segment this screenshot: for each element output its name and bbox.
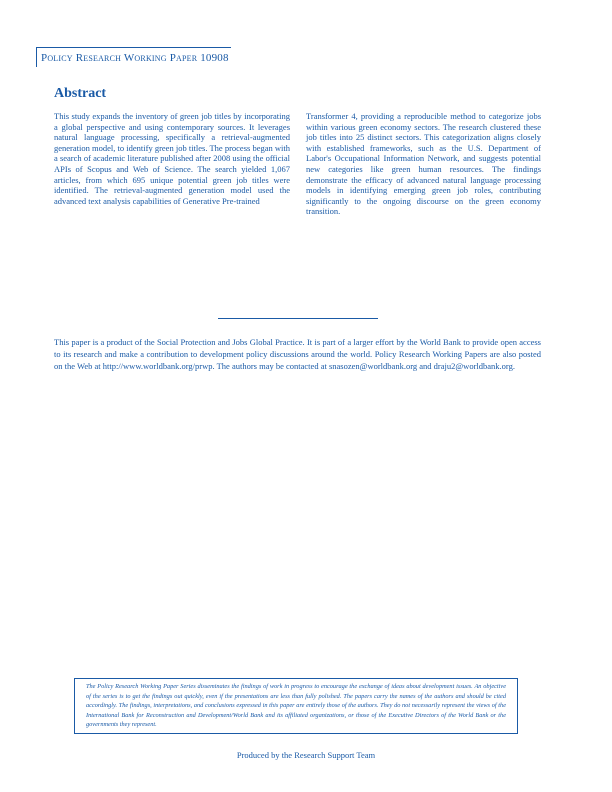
abstract-left-column: This study expands the inventory of green job titles by incorporating a global perspective and using contemporary sources. It leverages natural language processing, specifically a retrieval-augmented generation model, to identify green job titles. The process began with a search of academic literature published after 2008 using the official APIs of Scopus and Web of Science. The search yielded 1,067 articles, from which 695 unique potential green job titles were identified. The retrieval-augmented generation model used the advanced text analysis capabilities of Generative Pre-trained (54, 111, 290, 206)
footer-credit: Produced by the Research Support Team (236, 750, 376, 760)
series-label: Policy Research Working Paper 10908 (41, 52, 229, 64)
disclaimer-box (74, 678, 518, 734)
abstract-right-column: Transformer 4, providing a reproducible method to categorize jobs within various green economy sectors. The research clustered these job titles into 25 distinct sectors. This categorization aligns closely with established frameworks, such as the U.S. Department of Labor's Occupational Information Network, and suggests potential new categories like green human resources. The findings demonstrate the efficacy of advanced natural language processing models in identifying emerging green job roles, contributing significantly to the ongoing discourse on the green economy transition. (306, 111, 541, 217)
section-divider (218, 318, 378, 319)
disclaimer-text: The Policy Research Working Paper Series disseminates the findings of work in progress to encourage the exchange of ideas about development issues. An objective of the series is to get the findings out quickly, even if the presentations are less than fully polished. The papers carry the names of the authors and should be cited accordingly. The findings, interpretations, and conclusions expressed in this paper are entirely those of the authors. They do not necessarily represent the views of the International Bank for Reconstruction and Development/World Bank and its affiliated organizations, or those of the Executive Directors of the World Bank or the governments they represent. (86, 683, 506, 728)
abstract-heading: Abstract (54, 86, 107, 101)
product-note: This paper is a product of the Social Protection and Jobs Global Practice. It is part of a larger effort by the World Bank to provide open access to its research and make a contribution to development policy discussions around the world. Policy Research Working Papers are also posted on the Web at http://www.worldbank.org/prwp. The authors may be contacted at snasozen@worldbank.org and draju2@worldbank.org. (54, 337, 541, 371)
